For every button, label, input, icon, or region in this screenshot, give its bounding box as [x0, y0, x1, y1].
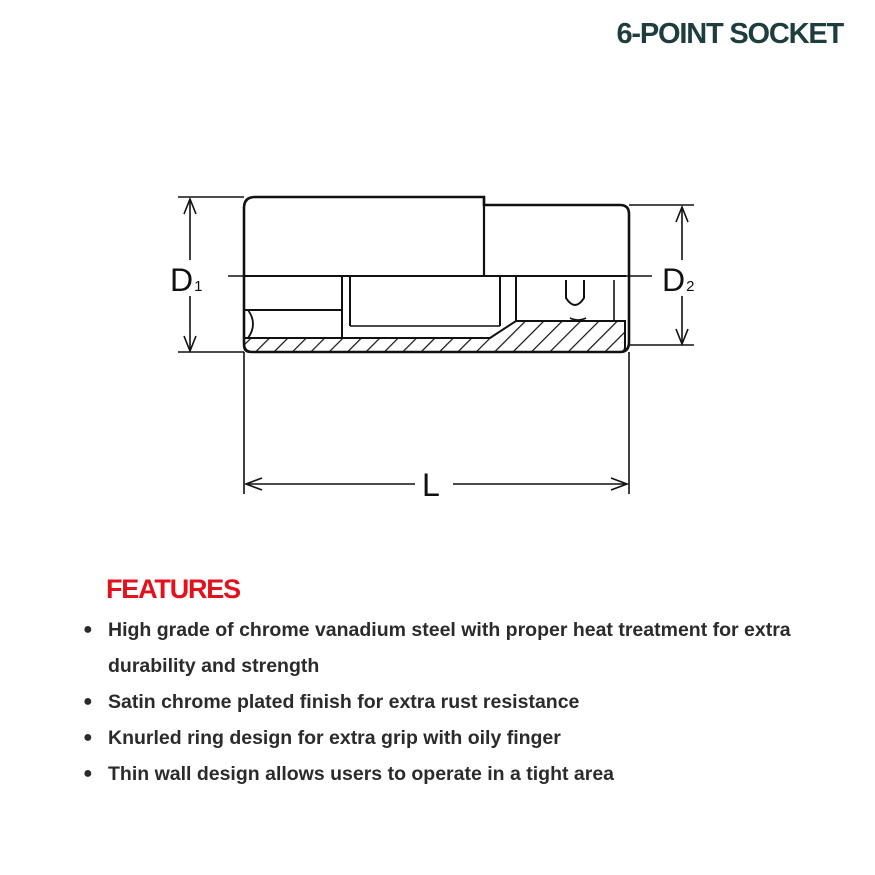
- features-list: [80, 612, 840, 792]
- d1-label: D1: [170, 262, 203, 298]
- list-item: [80, 720, 840, 756]
- hex-recess: [244, 310, 342, 338]
- list-item: [80, 612, 840, 684]
- list-item: [80, 684, 840, 720]
- bullet-icon: ●: [83, 621, 93, 638]
- feature-text: Thin wall design allows users to operate in a tight area: [108, 763, 615, 785]
- page-title: 6-POINT SOCKET: [616, 18, 843, 50]
- feature-text: High grade of chrome vanadium steel with proper heat treatment for extra durability and strength: [108, 619, 791, 677]
- hex-recess-chamfer: [248, 310, 253, 338]
- bullet-icon: ●: [83, 693, 93, 710]
- drive-dimple: [570, 318, 586, 320]
- feature-text: Satin chrome plated finish for extra rust resistance: [108, 691, 580, 713]
- d2-label: D2: [662, 262, 695, 298]
- feature-text: Knurled ring design for extra grip with oily finger: [108, 727, 561, 749]
- l-label: L: [422, 467, 440, 503]
- list-item: [80, 756, 840, 792]
- bullet-icon: ●: [83, 729, 93, 746]
- features-heading: FEATURES: [106, 574, 240, 604]
- drive-notch: [566, 280, 584, 305]
- bullet-icon: ●: [83, 765, 93, 782]
